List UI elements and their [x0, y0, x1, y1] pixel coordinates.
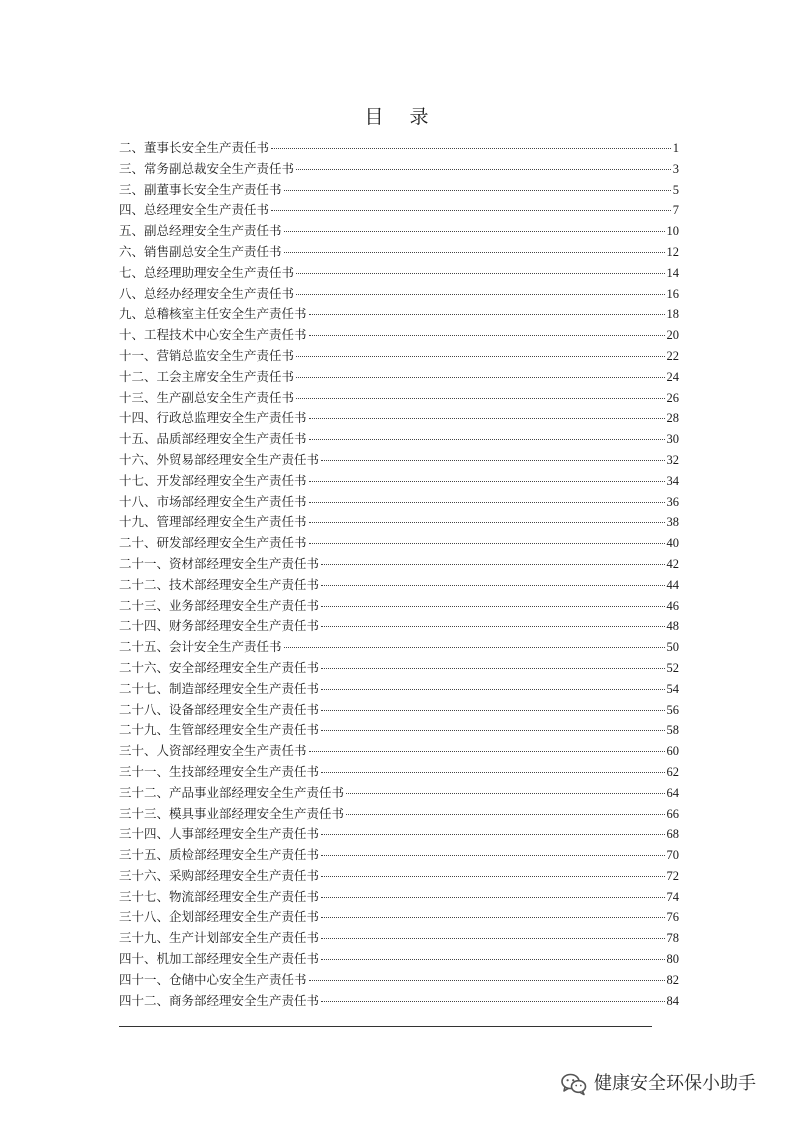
toc-entry-label: 六、销售副总安全生产责任书 [119, 243, 282, 259]
toc-entry-label: 十、工程技术中心安全生产责任书 [119, 327, 307, 343]
toc-entry-page-number: 12 [666, 244, 679, 259]
toc-entry-label: 二十四、财务部经理安全生产责任书 [119, 618, 320, 634]
toc-entry-page-number: 72 [666, 868, 679, 883]
toc-entry[interactable] [119, 804, 679, 825]
toc-entry-page-number: 26 [666, 390, 679, 405]
toc-entry-page-number: 14 [666, 265, 679, 280]
toc-dot-leader [309, 481, 665, 482]
toc-dot-leader [309, 502, 665, 503]
toc-dot-leader [321, 834, 664, 835]
toc-dot-leader [271, 148, 671, 149]
toc-entry-label: 二十二、技术部经理安全生产责任书 [119, 576, 320, 592]
toc-dot-leader [296, 377, 664, 378]
toc-entry-label: 二十九、生管部经理安全生产责任书 [119, 722, 320, 738]
toc-entry-label: 四十一、仓储中心安全生产责任书 [119, 971, 307, 987]
toc-entry-label: 二十五、会计安全生产责任书 [119, 639, 282, 655]
toc-entry-page-number: 78 [666, 931, 679, 946]
toc-entry-label: 八、总经办经理安全生产责任书 [119, 285, 295, 301]
toc-entry-label: 三十七、物流部经理安全生产责任书 [119, 888, 320, 904]
toc-entry[interactable] [119, 554, 679, 575]
toc-entry-page-number: 50 [666, 640, 679, 655]
toc-entry[interactable] [119, 741, 679, 762]
toc-dot-leader [309, 439, 665, 440]
toc-entry-label: 二十一、资材部经理安全生产责任书 [119, 555, 320, 571]
toc-entry[interactable] [119, 866, 679, 887]
toc-dot-leader [321, 689, 664, 690]
toc-entry[interactable] [119, 658, 679, 679]
toc-entry-page-number: 16 [666, 286, 679, 301]
toc-entry-label: 十九、管理部经理安全生产责任书 [119, 514, 307, 530]
toc-entry[interactable] [119, 616, 679, 637]
toc-entry-page-number: 52 [666, 660, 679, 675]
toc-entry[interactable] [119, 492, 679, 513]
toc-entry[interactable] [119, 263, 679, 284]
toc-entry[interactable] [119, 845, 679, 866]
toc-dot-leader [321, 959, 664, 960]
toc-entry-label: 三十、人资部经理安全生产责任书 [119, 743, 307, 759]
toc-dot-leader [296, 273, 664, 274]
watermark [560, 1072, 756, 1096]
toc-dot-leader [296, 294, 664, 295]
toc-dot-leader [309, 543, 665, 544]
toc-dot-leader [271, 210, 671, 211]
toc-entry[interactable] [119, 596, 679, 617]
toc-entry-page-number: 60 [666, 744, 679, 759]
toc-entry-label: 十七、开发部经理安全生产责任书 [119, 472, 307, 488]
toc-entry[interactable] [119, 346, 679, 367]
toc-dot-leader [321, 668, 664, 669]
toc-dot-leader [321, 938, 664, 939]
toc-entry-label: 三十五、质检部经理安全生产责任书 [119, 847, 320, 863]
toc-entry[interactable] [119, 138, 679, 159]
toc-dot-leader [321, 876, 664, 877]
toc-dot-leader [346, 793, 664, 794]
toc-entry[interactable] [119, 783, 679, 804]
toc-entry[interactable] [119, 304, 679, 325]
toc-entry[interactable] [119, 200, 679, 221]
toc-entry-page-number: 7 [672, 203, 679, 218]
toc-entry-page-number: 62 [666, 764, 679, 779]
toc-entry-page-number: 42 [666, 556, 679, 571]
toc-dot-leader [309, 751, 665, 752]
toc-entry[interactable] [119, 325, 679, 346]
toc-dot-leader [321, 855, 664, 856]
toc-dot-leader [321, 564, 664, 565]
toc-entry-label: 四十二、商务部经理安全生产责任书 [119, 992, 320, 1008]
toc-entry-page-number: 80 [666, 952, 679, 967]
toc-entry-label: 五、副总经理安全生产责任书 [119, 223, 282, 239]
toc-entry-page-number: 56 [666, 702, 679, 717]
toc-dot-leader [321, 730, 664, 731]
toc-dot-leader [296, 356, 664, 357]
toc-entry-label: 二十七、制造部经理安全生产责任书 [119, 680, 320, 696]
toc-entry[interactable] [119, 180, 679, 201]
toc-entry-page-number: 30 [666, 432, 679, 447]
toc-entry[interactable] [119, 408, 679, 429]
toc-entry-page-number: 48 [666, 619, 679, 634]
toc-entry-label: 三十六、采购部经理安全生产责任书 [119, 867, 320, 883]
toc-entry-label: 四、总经理安全生产责任书 [119, 202, 270, 218]
toc-entry-page-number: 1 [672, 141, 679, 155]
toc-entry[interactable] [119, 159, 679, 180]
toc-entry-label: 十一、营销总监安全生产责任书 [119, 347, 295, 363]
toc-entry-page-number: 18 [666, 307, 679, 322]
page-title: 目 录 [364, 106, 439, 128]
toc-entry[interactable] [119, 700, 679, 721]
toc-entry[interactable] [119, 887, 679, 908]
toc-dot-leader [321, 585, 664, 586]
toc-entry-label: 七、总经理助理安全生产责任书 [119, 264, 295, 280]
toc-entry[interactable] [119, 471, 679, 492]
toc-dot-leader [296, 398, 664, 399]
toc-entry[interactable] [119, 388, 679, 409]
watermark-text: 健康安全环保小助手 [594, 1073, 756, 1094]
toc-entry-label: 二十、研发部经理安全生产责任书 [119, 535, 307, 551]
toc-entry-page-number: 40 [666, 536, 679, 551]
toc-dot-leader [321, 626, 664, 627]
toc-entry-label: 四十、机加工部经理安全生产责任书 [119, 951, 320, 967]
toc-entry-page-number: 76 [666, 910, 679, 925]
toc-entry-page-number: 54 [666, 681, 679, 696]
toc-entry-page-number: 44 [666, 577, 679, 592]
toc-dot-leader [284, 647, 665, 648]
toc-entry-label: 十五、品质部经理安全生产责任书 [119, 431, 307, 447]
toc-entry-page-number: 36 [666, 494, 679, 509]
toc-entry-label: 三十一、生技部经理安全生产责任书 [119, 763, 320, 779]
toc-entry-label: 三十八、企划部经理安全生产责任书 [119, 909, 320, 925]
toc-entry-label: 二十三、业务部经理安全生产责任书 [119, 597, 320, 613]
toc-entry[interactable] [119, 928, 679, 949]
toc-entry[interactable] [119, 637, 679, 658]
toc-dot-leader [346, 814, 664, 815]
toc-dot-leader [309, 980, 665, 981]
toc-entry-page-number: 10 [666, 224, 679, 239]
toc-entry[interactable] [119, 720, 679, 741]
toc-entry-page-number: 20 [666, 328, 679, 343]
toc-dot-leader [284, 252, 665, 253]
toc-entry-page-number: 32 [666, 452, 679, 467]
toc-entry[interactable] [119, 991, 679, 1012]
toc-entry-page-number: 3 [672, 161, 679, 176]
toc-entry[interactable] [119, 533, 679, 554]
toc-entry[interactable] [119, 679, 679, 700]
toc-dot-leader [309, 314, 665, 315]
toc-dot-leader [296, 169, 671, 170]
toc-entry[interactable] [119, 970, 679, 991]
toc-entry-page-number: 28 [666, 411, 679, 426]
toc-entry[interactable] [119, 242, 679, 263]
toc-dot-leader [309, 522, 665, 523]
toc-entry[interactable] [119, 575, 679, 596]
toc-entry[interactable] [119, 762, 679, 783]
toc-entry-page-number: 82 [666, 972, 679, 987]
toc-entry[interactable] [119, 824, 679, 845]
toc-entry-label: 十三、生产副总安全生产责任书 [119, 389, 295, 405]
toc-entry[interactable] [119, 221, 679, 242]
toc-entry[interactable] [119, 367, 679, 388]
toc-dot-leader [321, 897, 664, 898]
toc-entry-page-number: 5 [672, 182, 679, 197]
toc-entry[interactable] [119, 429, 679, 450]
toc-entry-page-number: 58 [666, 723, 679, 738]
toc-entry-label: 二十八、设备部经理安全生产责任书 [119, 701, 320, 717]
toc-entry-page-number: 22 [666, 348, 679, 363]
toc-entry-label: 三十三、模具事业部经理安全生产责任书 [119, 805, 345, 821]
toc-entry-label: 十六、外贸易部经理安全生产责任书 [119, 451, 320, 467]
wechat-icon [560, 1072, 588, 1096]
toc-entry-label: 三十四、人事部经理安全生产责任书 [119, 826, 320, 842]
toc-entry-page-number: 66 [666, 806, 679, 821]
toc-entry-page-number: 46 [666, 598, 679, 613]
toc-dot-leader [321, 1001, 664, 1002]
toc-entry-page-number: 84 [666, 993, 679, 1008]
footer-divider [119, 1026, 652, 1027]
toc-entry-label: 三十九、生产计划部安全生产责任书 [119, 930, 320, 946]
toc-entry-label: 三、常务副总裁安全生产责任书 [119, 160, 295, 176]
toc-dot-leader [321, 606, 664, 607]
toc-dot-leader [309, 418, 665, 419]
toc-dot-leader [284, 231, 665, 232]
toc-entry-page-number: 64 [666, 785, 679, 800]
toc-entry-label: 二十六、安全部经理安全生产责任书 [119, 659, 320, 675]
toc-dot-leader [321, 710, 664, 711]
toc-entry-page-number: 70 [666, 848, 679, 863]
toc-entry-label: 二、董事长安全生产责任书 [119, 140, 270, 155]
toc-entry-label: 十二、工会主席安全生产责任书 [119, 368, 295, 384]
toc-entry-label: 十四、行政总监理安全生产责任书 [119, 410, 307, 426]
toc-entry[interactable] [119, 949, 679, 970]
toc-entry-page-number: 24 [666, 369, 679, 384]
toc-entry-page-number: 34 [666, 473, 679, 488]
toc-entry[interactable] [119, 907, 679, 928]
toc-entry[interactable] [119, 284, 679, 305]
toc-dot-leader [309, 335, 665, 336]
toc-entry[interactable] [119, 450, 679, 471]
toc-entry-page-number: 68 [666, 827, 679, 842]
toc-dot-leader [321, 460, 664, 461]
toc-entry[interactable] [119, 512, 679, 533]
toc-dot-leader [321, 917, 664, 918]
table-of-contents [119, 138, 679, 1011]
toc-entry-label: 九、总稽核室主任安全生产责任书 [119, 306, 307, 322]
toc-entry-label: 三十二、产品事业部经理安全生产责任书 [119, 784, 345, 800]
toc-entry-page-number: 74 [666, 889, 679, 904]
toc-dot-leader [284, 190, 671, 191]
toc-dot-leader [321, 772, 664, 773]
toc-entry-page-number: 38 [666, 515, 679, 530]
toc-entry-label: 十八、市场部经理安全生产责任书 [119, 493, 307, 509]
toc-entry-label: 三、副董事长安全生产责任书 [119, 181, 282, 197]
